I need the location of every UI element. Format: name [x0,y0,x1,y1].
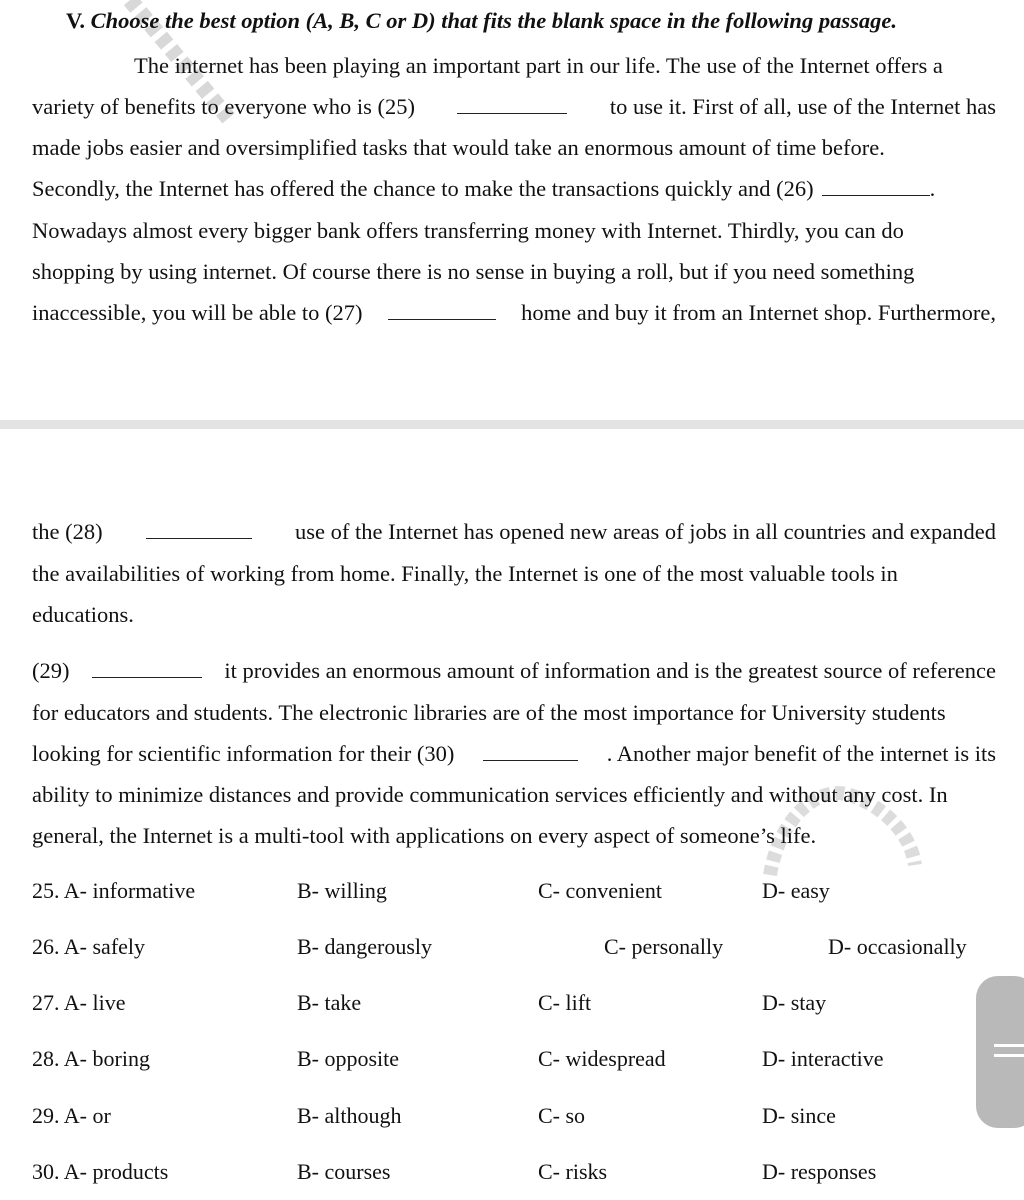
option-a[interactable]: 28. A- boring [32,1046,150,1071]
option-c[interactable]: C- personally [604,934,724,959]
passage-text: The internet has been playing an important part in our life. The use of the Internet offers a [134,53,943,78]
option-c[interactable]: C- risks [538,1159,608,1184]
question-row-29 [32,1103,1012,1133]
option-b[interactable]: B- take [297,990,362,1015]
passage-text: it provides an enormous amount of information and is the greatest source of reference [224,658,996,683]
blank-29[interactable] [92,659,202,678]
passage-line [32,601,996,629]
passage-text: ability to minimize distances and provide communication services efficiently and without any cost. In [32,782,948,807]
grip-line [994,1044,1024,1047]
passage-line [32,93,996,121]
passage-text: home and buy it from an Internet shop. Furthermore, [521,300,996,325]
passage-text: the availabilities of working from home. Finally, the Internet is one of the most valuable tools in [32,561,898,586]
passage-line [32,299,996,327]
passage-text: shopping by using internet. Of course there is no sense in buying a roll, but if you need something [32,259,915,284]
question-row-25 [32,878,1012,908]
passage-text: made jobs easier and oversimplified tasks that would take an enormous amount of time before. [32,135,885,160]
option-d[interactable]: D- since [762,1103,836,1128]
passage-text: (29) [32,658,70,683]
passage-text: . [929,176,936,201]
passage-text: educations. [32,602,134,627]
side-scroll-handle[interactable] [976,976,1024,1128]
passage-line [32,781,996,809]
option-a[interactable]: 26. A- safely [32,934,146,959]
option-a[interactable]: 29. A- or [32,1103,111,1128]
passage-text: inaccessible, you will be able to (27) [32,300,363,325]
passage-line [32,175,996,203]
question-row-27 [32,990,1012,1020]
passage-text: variety of benefits to everyone who is (25) [32,94,416,119]
option-b[interactable]: B- dangerously [297,934,433,959]
passage-text: Nowadays almost every bigger bank offers transferring money with Internet. Thirdly, you can do [32,218,904,243]
question-row-30 [32,1159,1012,1189]
grip-line [994,1054,1024,1057]
passage-text: Secondly, the Internet has offered the chance to make the transactions quickly and (26) [32,176,814,201]
passage-text: the (28) [32,519,103,544]
passage-line [32,258,996,286]
blank-28[interactable] [146,520,252,539]
passage-line [32,217,996,245]
option-a[interactable]: 30. A- products [32,1159,169,1184]
option-b[interactable]: B- although [297,1103,402,1128]
passage-line [134,52,996,80]
option-c[interactable]: C- so [538,1103,586,1128]
blank-26[interactable] [822,177,930,196]
option-b[interactable]: B- opposite [297,1046,400,1071]
option-b[interactable]: B- courses [297,1159,391,1184]
passage-text: general, the Internet is a multi-tool with applications on every aspect of someone’s life. [32,823,817,848]
option-b[interactable]: B- willing [297,878,387,903]
option-c[interactable]: C- widespread [538,1046,666,1071]
option-c[interactable]: C- convenient [538,878,663,903]
blank-25[interactable] [457,95,567,114]
option-d[interactable]: D- interactive [762,1046,884,1071]
option-d[interactable]: D- easy [762,878,830,903]
blank-27[interactable] [388,301,496,320]
page-separator [0,420,1024,429]
passage-text: use of the Internet has opened new areas of jobs in all countries and expanded [294,519,996,544]
option-d[interactable]: D- responses [762,1159,877,1184]
exercise-title [66,8,1006,34]
passage-line [32,518,996,546]
option-a[interactable]: 25. A- informative [32,878,196,903]
option-d[interactable]: D- stay [762,990,827,1015]
passage-text: for educators and students. The electronic libraries are of the most importance for University students [32,700,946,725]
passage-line [32,699,996,727]
passage-line [32,822,996,850]
passage-text: to use it. First of all, use of the Internet has [609,94,996,119]
blank-30[interactable] [483,742,578,761]
exercise-instruction: Choose the best option (A, B, C or D) that fits the blank space in the following passage. [90,8,897,33]
passage-text: looking for scientific information for their (30) [32,741,455,766]
question-row-28 [32,1046,1012,1076]
exercise-number: V. [66,8,85,33]
option-c[interactable]: C- lift [538,990,592,1015]
passage-line [32,657,996,685]
passage-line [32,134,996,162]
passage-text: . Another major benefit of the internet is its [606,741,996,766]
passage-line [32,560,996,588]
option-d[interactable]: D- occasionally [828,934,967,959]
passage-line [32,740,996,768]
option-a[interactable]: 27. A- live [32,990,126,1015]
question-row-26 [32,934,1012,964]
